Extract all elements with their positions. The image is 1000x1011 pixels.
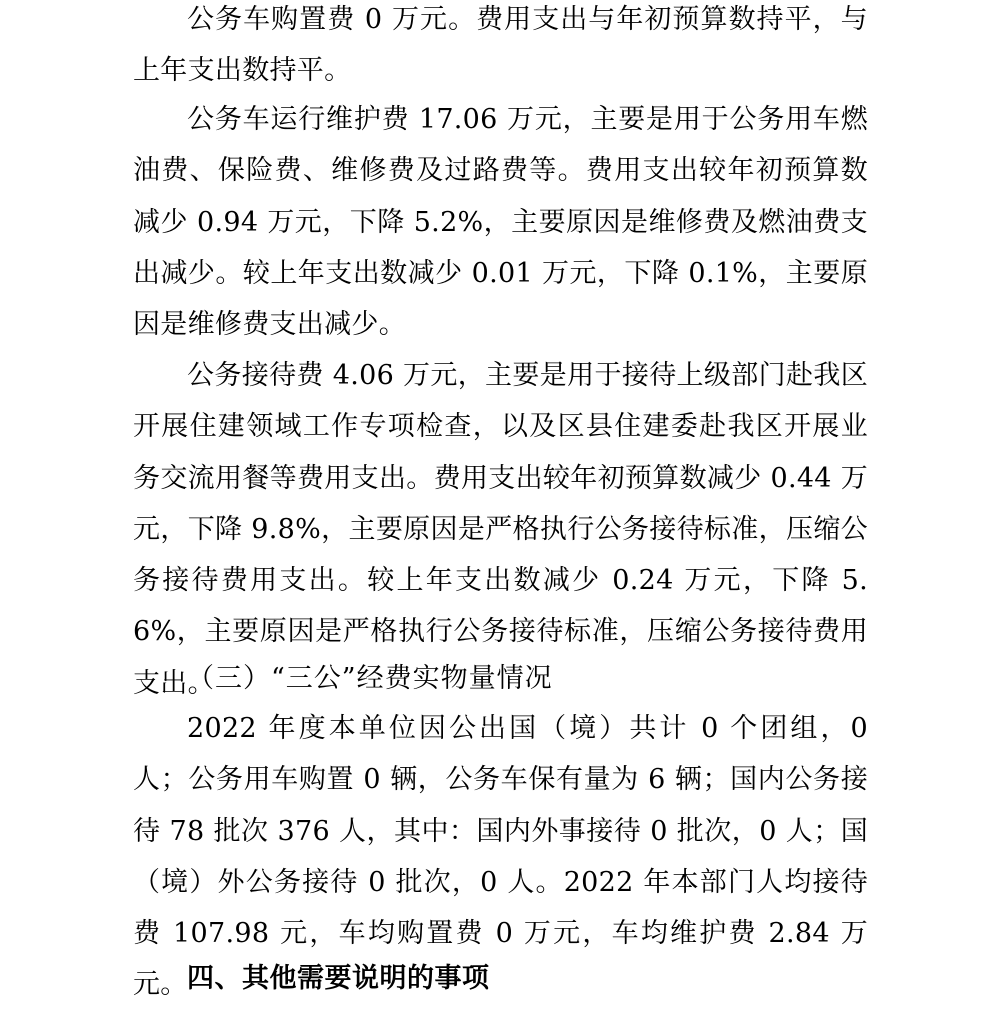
paragraph-physical-quantity: 2022 年度本单位因公出国（境）共计 0 个团组，0 人；公务用车购置 0 辆，公务车保有量为 6 辆；国内公务接待 78 批次 376 人，其中：国内外事接待 0 批次，0 人；国（境）外公务接待 0 批次，0 人。2022 年本部门人均接待费 107.98 元，车均购置费 0 万元，车均维护费 2.84 万元。 — [133, 713, 868, 1001]
section-four-heading: 四、其他需要说明的事项 — [187, 963, 490, 994]
paragraph-reception: 公务接待费 4.06 万元，主要是用于接待上级部门赴我区开展住建领域工作专项检查，以及区县住建委赴我区开展业务交流用餐等费用支出。费用支出较年初预算数减少 0.44 万元，下降 9.8%，主要原因是严格执行公务接待标准，压缩公务接待费用支出。较上年支出数减少 0.24 万元，下降 5.6%，主要原因是严格执行公务接待标准，压缩公务接待费用支出。 — [133, 360, 868, 699]
paragraph-car-maintenance: 公务车运行维护费 17.06 万元，主要是用于公务用车燃油费、保险费、维修费及过路费等。费用支出较年初预算数减少 0.94 万元，下降 5.2%，主要原因是维修费及燃油费支出减少。较上年支出数减少 0.01 万元，下降 0.1%，主要原因是维修费支出减少。 — [133, 104, 868, 341]
paragraph-car-purchase: 公务车购置费 0 万元。费用支出与年初预算数持平，与上年支出数持平。 — [133, 4, 868, 87]
section-three-heading: （三）“三公”经费实物量情况 — [187, 663, 553, 694]
